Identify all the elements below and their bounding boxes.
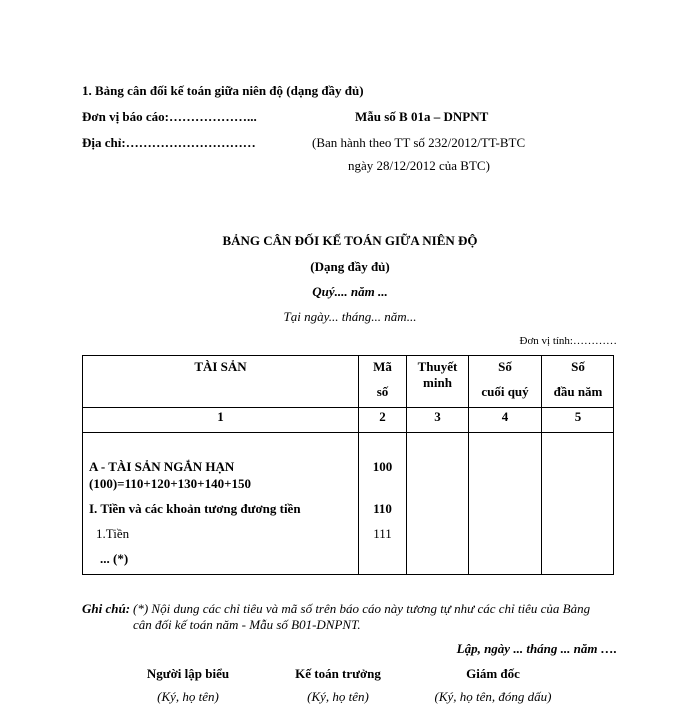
row-formula: (100)=110+120+130+140+150	[89, 476, 251, 491]
row-code: 110	[373, 501, 392, 516]
column-number: 4	[501, 409, 509, 424]
prepared-date-line: Lập, ngày ... tháng ... năm ….	[456, 641, 617, 656]
balance-sheet-table	[82, 355, 614, 575]
chief-accountant-title: Kế toán trưởng	[295, 666, 381, 681]
chief-signature-hint: (Ký, họ tên)	[307, 689, 369, 704]
report-title: BẢNG CÂN ĐỐI KẾ TOÁN GIỮA NIÊN ĐỘ	[222, 233, 478, 248]
report-date: Tại ngày... tháng... năm...	[283, 309, 417, 324]
note-label: Ghi chú:	[82, 601, 131, 616]
report-subtitle: (Dạng đầy đủ)	[310, 259, 390, 274]
address-label: Địa chỉ:…………………………	[82, 135, 256, 150]
row-label-cash: 1.Tiền	[96, 526, 130, 541]
issued-line-1: (Ban hành theo TT số 232/2012/TT-BTC	[312, 135, 526, 150]
header-begin-line1: Số	[571, 359, 585, 374]
row-divider	[83, 432, 613, 433]
currency-unit: Đơn vị tính:…………	[519, 335, 617, 347]
header-code-line1: Mã	[373, 359, 392, 374]
header-code-line2: số	[376, 384, 389, 399]
column-number: 5	[574, 409, 582, 424]
report-period: Quý.... năm ...	[312, 284, 388, 299]
row-label-short-term-assets: A - TÀI SẢN NGẮN HẠN	[89, 459, 235, 474]
header-begin-line2: đầu năm	[553, 384, 603, 399]
column-number: 1	[217, 409, 224, 424]
header-assets: TÀI SẢN	[194, 359, 247, 374]
section-title: 1. Bảng cân đối kế toán giữa niên độ (dạng đầy đủ)	[82, 83, 364, 98]
column-number: 3	[434, 409, 441, 424]
header-end-line2: cuối quý	[481, 384, 529, 399]
column-number: 2	[379, 409, 386, 424]
row-label-more: ... (*)	[100, 551, 129, 566]
header-note-line1: Thuyết	[417, 359, 458, 374]
row-code: 100	[372, 459, 393, 474]
note-text-line2: cân đối kế toán năm - Mẫu số B01-DNPNT.	[133, 617, 361, 632]
header-note-line2: minh	[423, 375, 452, 390]
note-text-line1: (*) Nội dung các chỉ tiêu và mã số trên báo cáo này tương tự như các chỉ tiêu của Bảng	[133, 601, 591, 616]
director-title: Giám đốc	[466, 666, 520, 681]
preparer-title: Người lập biểu	[146, 666, 230, 681]
form-code: Mẫu số B 01a – DNPNT	[355, 109, 489, 124]
director-signature-hint: (Ký, họ tên, đóng dấu)	[434, 689, 552, 704]
issued-line-2: ngày 28/12/2012 của BTC)	[348, 158, 490, 173]
preparer-signature-hint: (Ký, họ tên)	[157, 689, 219, 704]
row-divider	[83, 407, 613, 408]
row-code: 111	[373, 526, 392, 541]
row-label-cash-equivalents: I. Tiền và các khoản tương đương tiền	[89, 501, 301, 516]
reporting-unit-label: Đơn vị báo cáo:………………...	[82, 109, 257, 124]
header-end-line1: Số	[498, 359, 512, 374]
